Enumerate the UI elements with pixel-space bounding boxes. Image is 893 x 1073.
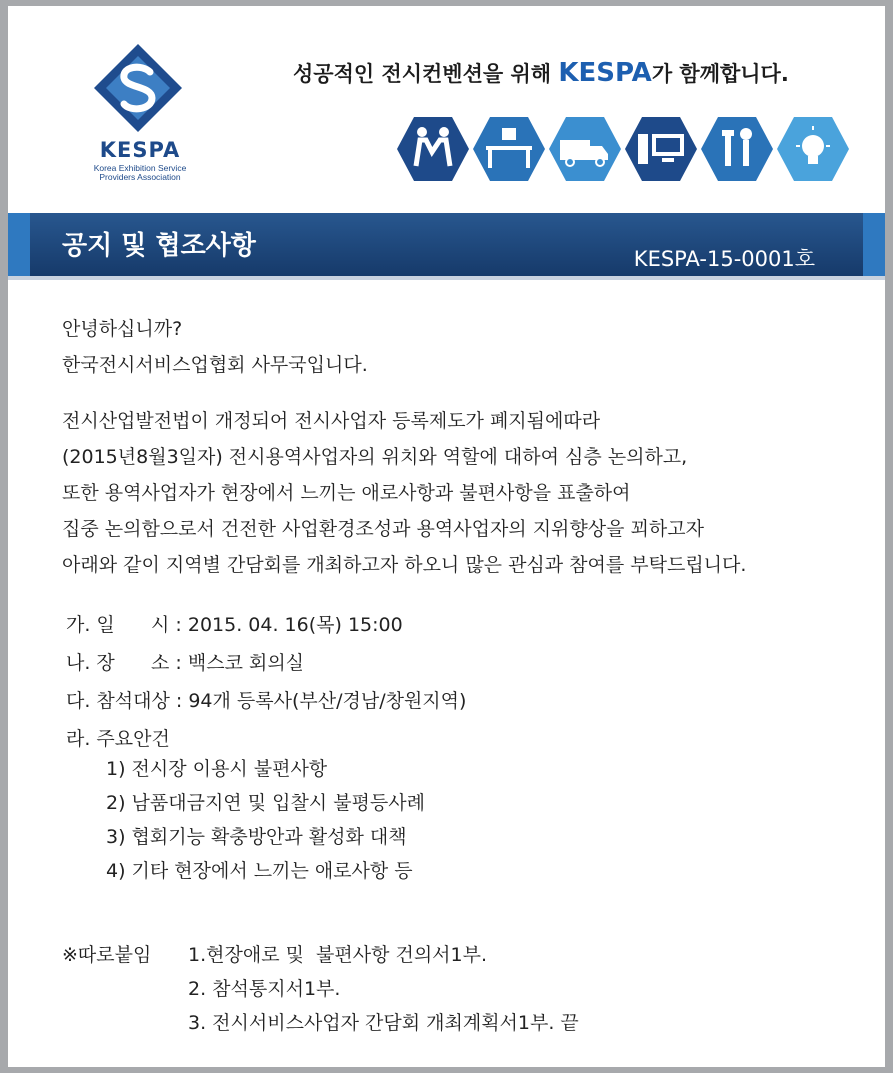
body-line-5: 아래와 같이 지역별 간담회를 개최하고자 하오니 많은 관심과 참여를 부탁드립니다. [62,554,747,576]
attachment-item-1: 1.현장애로 및 불편사항 건의서1부. [188,944,488,966]
slogan-suffix: 가 함께합니다. [651,62,789,86]
kespa-diamond-icon [92,42,184,134]
attachment-item-2: 2. 참석통지서1부. [188,978,341,1000]
logo-subtitle-line2: Providers Association [99,172,181,182]
logo-subtitle [70,164,210,182]
attachments-label: ※따로붙임 [62,944,152,966]
kespa-logo [70,42,210,192]
logo-text: KESPA [99,138,181,162]
detail-attendees: 다. 참석대상 : 94개 등록사(부산/경남/창원지역) [66,690,467,712]
tools-icon [700,116,774,182]
notice-banner [8,213,885,280]
slogan-prefix: 성공적인 전시컨벤션을 위해 [293,62,552,86]
detail-agenda-label: 라. 주요안건 [66,728,170,750]
body-line-2: (2015년8월3일자) 전시용역사업자의 위치와 역할에 대하여 심층 논의하고, [62,446,688,468]
greeting-line1: 안녕하십니까? [62,318,183,340]
truck-icon [548,116,622,182]
agenda-item-4: 4) 기타 현장에서 느끼는 애로사항 등 [106,860,413,882]
agenda-item-1: 1) 전시장 이용시 불편사항 [106,758,328,780]
agenda-item-3: 3) 협회기능 확충방안과 활성화 대책 [106,826,407,848]
banner-left-tab [8,213,30,276]
attachment-item-3: 3. 전시서비스사업자 간담회 개최계획서1부. 끝 [188,1012,579,1034]
body-line-3: 또한 용역사업자가 현장에서 느끼는 애로사항과 불편사항을 표출하여 [62,482,631,504]
banner-title: 공지 및 협조사항 [62,231,256,261]
detail-place: 나. 장 소 : 백스코 회의실 [66,652,305,674]
service-icon-row [396,116,856,186]
logo-subtitle-line1: Korea Exhibition Service [93,163,187,173]
slogan-brand: KESPA [558,58,652,88]
lightbulb-icon [776,116,850,182]
computer-icon [624,116,698,182]
banner-right-tab [863,213,885,276]
handshake-icon [396,116,470,182]
desk-icon [472,116,546,182]
body-line-1: 전시산업발전법이 개정되어 전시사업자 등록제도가 폐지됨에따라 [62,410,601,432]
detail-date: 가. 일 시 : 2015. 04. 16(목) 15:00 [66,614,403,636]
body-line-4: 집중 논의함으로서 건전한 사업환경조성과 용역사업자의 지위향상을 꾀하고자 [62,518,704,540]
notice-page [8,6,885,1067]
document-number: KESPA-15-0001호 [633,247,815,271]
slogan [293,58,789,88]
greeting-line2: 한국전시서비스업협회 사무국입니다. [62,354,368,376]
agenda-item-2: 2) 남품대금지연 및 입찰시 불평등사례 [106,792,425,814]
